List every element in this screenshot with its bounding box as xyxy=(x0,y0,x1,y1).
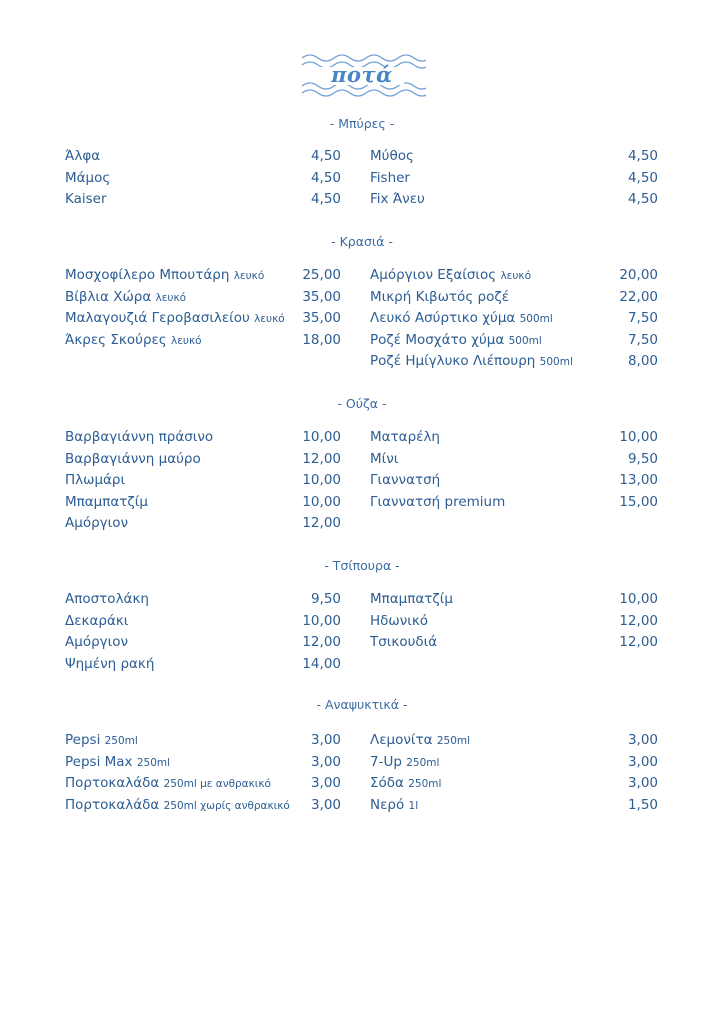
menu-item-price: 10,00 xyxy=(302,493,341,510)
menu-item-price: 9,50 xyxy=(627,450,658,467)
menu-item xyxy=(370,352,658,370)
menu-item-price: 10,00 xyxy=(619,429,658,445)
menu-item-price: 20,00 xyxy=(619,267,658,283)
menu-item-name: Γιαννατσή xyxy=(370,472,441,488)
menu-item-name: Σόδα 250ml xyxy=(370,775,442,791)
menu-item-name: Βαρβαγιάννη πράσινο xyxy=(65,429,214,445)
menu-item xyxy=(65,450,341,468)
menu-item xyxy=(370,147,658,165)
menu-item-name: Μικρή Κιβωτός ροζέ xyxy=(370,288,510,305)
menu-item xyxy=(65,753,341,771)
menu-item xyxy=(65,190,341,208)
menu-item-price: 10,00 xyxy=(302,472,341,488)
menu-item-note: 500ml xyxy=(519,313,553,325)
menu-item-name: Μάμος xyxy=(65,169,111,186)
menu-item-name: Βίβλια Χώρα λευκό xyxy=(65,288,187,305)
menu-item xyxy=(65,633,341,651)
menu-item xyxy=(65,266,341,284)
menu-item-price: 10,00 xyxy=(619,591,658,607)
menu-item-price: 12,00 xyxy=(302,450,341,467)
menu-item xyxy=(65,731,341,749)
menu-title: ποτά xyxy=(331,62,393,87)
menu-item-price: 9,50 xyxy=(310,591,341,607)
menu-item xyxy=(65,655,341,673)
menu-item-note: λευκό xyxy=(233,270,265,282)
menu-item-note: 250ml χωρίς ανθρακικό xyxy=(163,799,290,812)
menu-item xyxy=(370,266,658,284)
menu-item-name: Λευκό Ασύρτικο χύμα 500ml xyxy=(370,310,553,326)
menu-item xyxy=(65,514,341,532)
menu-item-price: 4,50 xyxy=(310,169,341,186)
menu-item xyxy=(65,493,341,511)
menu-item xyxy=(370,796,658,814)
menu-item-note: 250ml με ανθρακικό xyxy=(163,778,271,790)
menu-item xyxy=(65,471,341,489)
menu-item xyxy=(370,612,658,630)
menu-item-name: Πορτοκαλάδα 250ml με ανθρακικό xyxy=(65,775,271,791)
menu-item-note: 250ml xyxy=(436,735,471,747)
menu-item xyxy=(370,450,658,468)
menu-item-price: 25,00 xyxy=(302,267,341,283)
menu-item-price: 35,00 xyxy=(302,288,341,305)
section-title: - Ούζα - xyxy=(337,396,387,411)
menu-item xyxy=(370,493,658,511)
menu-item-price: 18,00 xyxy=(302,331,341,348)
menu-item-note: λευκό xyxy=(155,291,187,304)
menu-item-price: 15,00 xyxy=(619,493,658,510)
menu-item-name: Fix Άνευ xyxy=(370,191,425,207)
menu-item-name: Άλφα xyxy=(65,148,101,164)
menu-item-price: 4,50 xyxy=(627,148,658,164)
menu-item-price: 13,00 xyxy=(619,472,658,488)
menu-item xyxy=(65,147,341,165)
menu-item-name: Νερό 1l xyxy=(370,796,419,813)
menu-item xyxy=(65,331,341,349)
menu-item-note: 250ml xyxy=(104,735,138,747)
menu-item xyxy=(65,796,341,814)
menu-item-price: 4,50 xyxy=(627,169,658,186)
menu-item-price: 12,00 xyxy=(302,634,341,650)
menu-item-name: Ροζέ Ημίγλυκο Λιέπουρη 500ml xyxy=(370,353,573,369)
menu-item-name: Δεκαράκι xyxy=(65,612,129,629)
menu-item-name: Ηδωνικό xyxy=(370,612,429,629)
menu-item-name: Μπαμπατζίμ xyxy=(370,591,453,607)
menu-item-name: Pepsi 250ml xyxy=(65,732,138,748)
menu-item-name: Αμόργιον xyxy=(65,515,129,531)
menu-item-note: 250ml xyxy=(136,756,171,769)
menu-item-price: 3,00 xyxy=(310,732,341,748)
menu-item-note: λευκό xyxy=(254,313,285,325)
menu-item xyxy=(370,428,658,446)
menu-item-name: Μπαμπατζίμ xyxy=(65,493,148,510)
menu-item-note: 500ml xyxy=(508,334,542,347)
menu-item xyxy=(370,309,658,327)
menu-item-price: 22,00 xyxy=(619,288,658,305)
section-title: - Μπύρες - xyxy=(329,116,395,131)
menu-item-name: Ψημένη ρακή xyxy=(65,655,155,672)
menu-item xyxy=(370,774,658,792)
menu-item-price: 10,00 xyxy=(302,429,341,445)
menu-item-name: Άκρες Σκούρες λευκό xyxy=(65,331,202,348)
menu-item-name: Πλωμάρι xyxy=(65,472,126,488)
menu-item-price: 4,50 xyxy=(627,191,658,207)
menu-item-name: Μαλαγουζιά Γεροβασιλείου λευκό xyxy=(65,310,285,326)
menu-item-note: 500ml xyxy=(539,356,573,368)
menu-item-price: 12,00 xyxy=(619,612,658,629)
menu-item-name: Γιαννατσή premium xyxy=(370,493,506,510)
menu-item xyxy=(65,288,341,306)
menu-item-price: 7,50 xyxy=(627,310,658,326)
menu-item xyxy=(370,731,658,749)
menu-item-price: 1,50 xyxy=(627,796,658,813)
menu-item-price: 3,00 xyxy=(310,796,341,813)
menu-item-price: 12,00 xyxy=(619,634,658,650)
menu-item xyxy=(370,169,658,187)
menu-item-price: 7,50 xyxy=(627,331,658,348)
menu-item-name: Λεμονίτα 250ml xyxy=(370,732,471,748)
menu-item-name: Ματαρέλη xyxy=(370,429,440,445)
menu-item xyxy=(370,190,658,208)
menu-item-name: Αμόργιον Εξαίσιος λευκό xyxy=(370,267,532,283)
menu-item-price: 3,00 xyxy=(627,753,658,770)
menu-item-price: 3,00 xyxy=(310,753,341,770)
menu-item-name: Τσικουδιά xyxy=(370,634,438,650)
menu-item xyxy=(65,612,341,630)
menu-item-name: 7-Up 250ml xyxy=(370,753,440,770)
menu-item-name: Αμόργιον xyxy=(65,634,129,650)
menu-item-name: Μοσχοφίλερο Μπουτάρη λευκό xyxy=(65,267,265,283)
menu-item-name: Fisher xyxy=(370,169,410,186)
menu-item-price: 3,00 xyxy=(627,732,658,748)
menu-item-price: 3,00 xyxy=(627,775,658,791)
menu-item xyxy=(370,753,658,771)
menu-item-name: Μίνι xyxy=(370,450,399,467)
menu-item xyxy=(370,471,658,489)
menu-item-name: Μύθος xyxy=(370,148,414,164)
menu-item-price: 10,00 xyxy=(302,612,341,629)
menu-item-note: λευκό xyxy=(500,270,532,282)
menu-item-name: Πορτοκαλάδα 250ml χωρίς ανθρακικό xyxy=(65,796,290,813)
menu-item-price: 8,00 xyxy=(627,353,658,369)
menu-item xyxy=(65,428,341,446)
menu-item-price: 4,50 xyxy=(310,148,341,164)
menu-item xyxy=(65,169,341,187)
menu-item-price: 14,00 xyxy=(302,655,341,672)
menu-logo xyxy=(298,50,426,100)
menu-item xyxy=(65,774,341,792)
menu-item xyxy=(65,590,341,608)
menu-item-note: 250ml xyxy=(408,778,442,790)
menu-item-price: 35,00 xyxy=(302,310,341,326)
menu-item-price: 12,00 xyxy=(302,515,341,531)
menu-item xyxy=(370,288,658,306)
section-title: - Κρασιά - xyxy=(331,234,393,249)
menu-item-name: Αποστολάκη xyxy=(65,591,149,607)
menu-item-note: 250ml xyxy=(406,756,440,769)
menu-item-name: Βαρβαγιάννη μαύρο xyxy=(65,450,201,467)
menu-item xyxy=(370,331,658,349)
menu-item-name: Kaiser xyxy=(65,191,107,207)
menu-item xyxy=(370,633,658,651)
menu-item-name: Ροζέ Μοσχάτο χύμα 500ml xyxy=(370,331,542,348)
menu-item-name: Pepsi Max 250ml xyxy=(65,753,171,770)
menu-item-price: 4,50 xyxy=(310,191,341,207)
menu-item xyxy=(370,590,658,608)
section-title: - Αναψυκτικά - xyxy=(316,697,408,712)
menu-item-note: λευκό xyxy=(171,334,202,347)
menu-item-note: 1l xyxy=(408,799,419,812)
section-title: - Τσίπουρα - xyxy=(324,558,400,573)
menu-item xyxy=(65,309,341,327)
menu-item-price: 3,00 xyxy=(310,775,341,791)
